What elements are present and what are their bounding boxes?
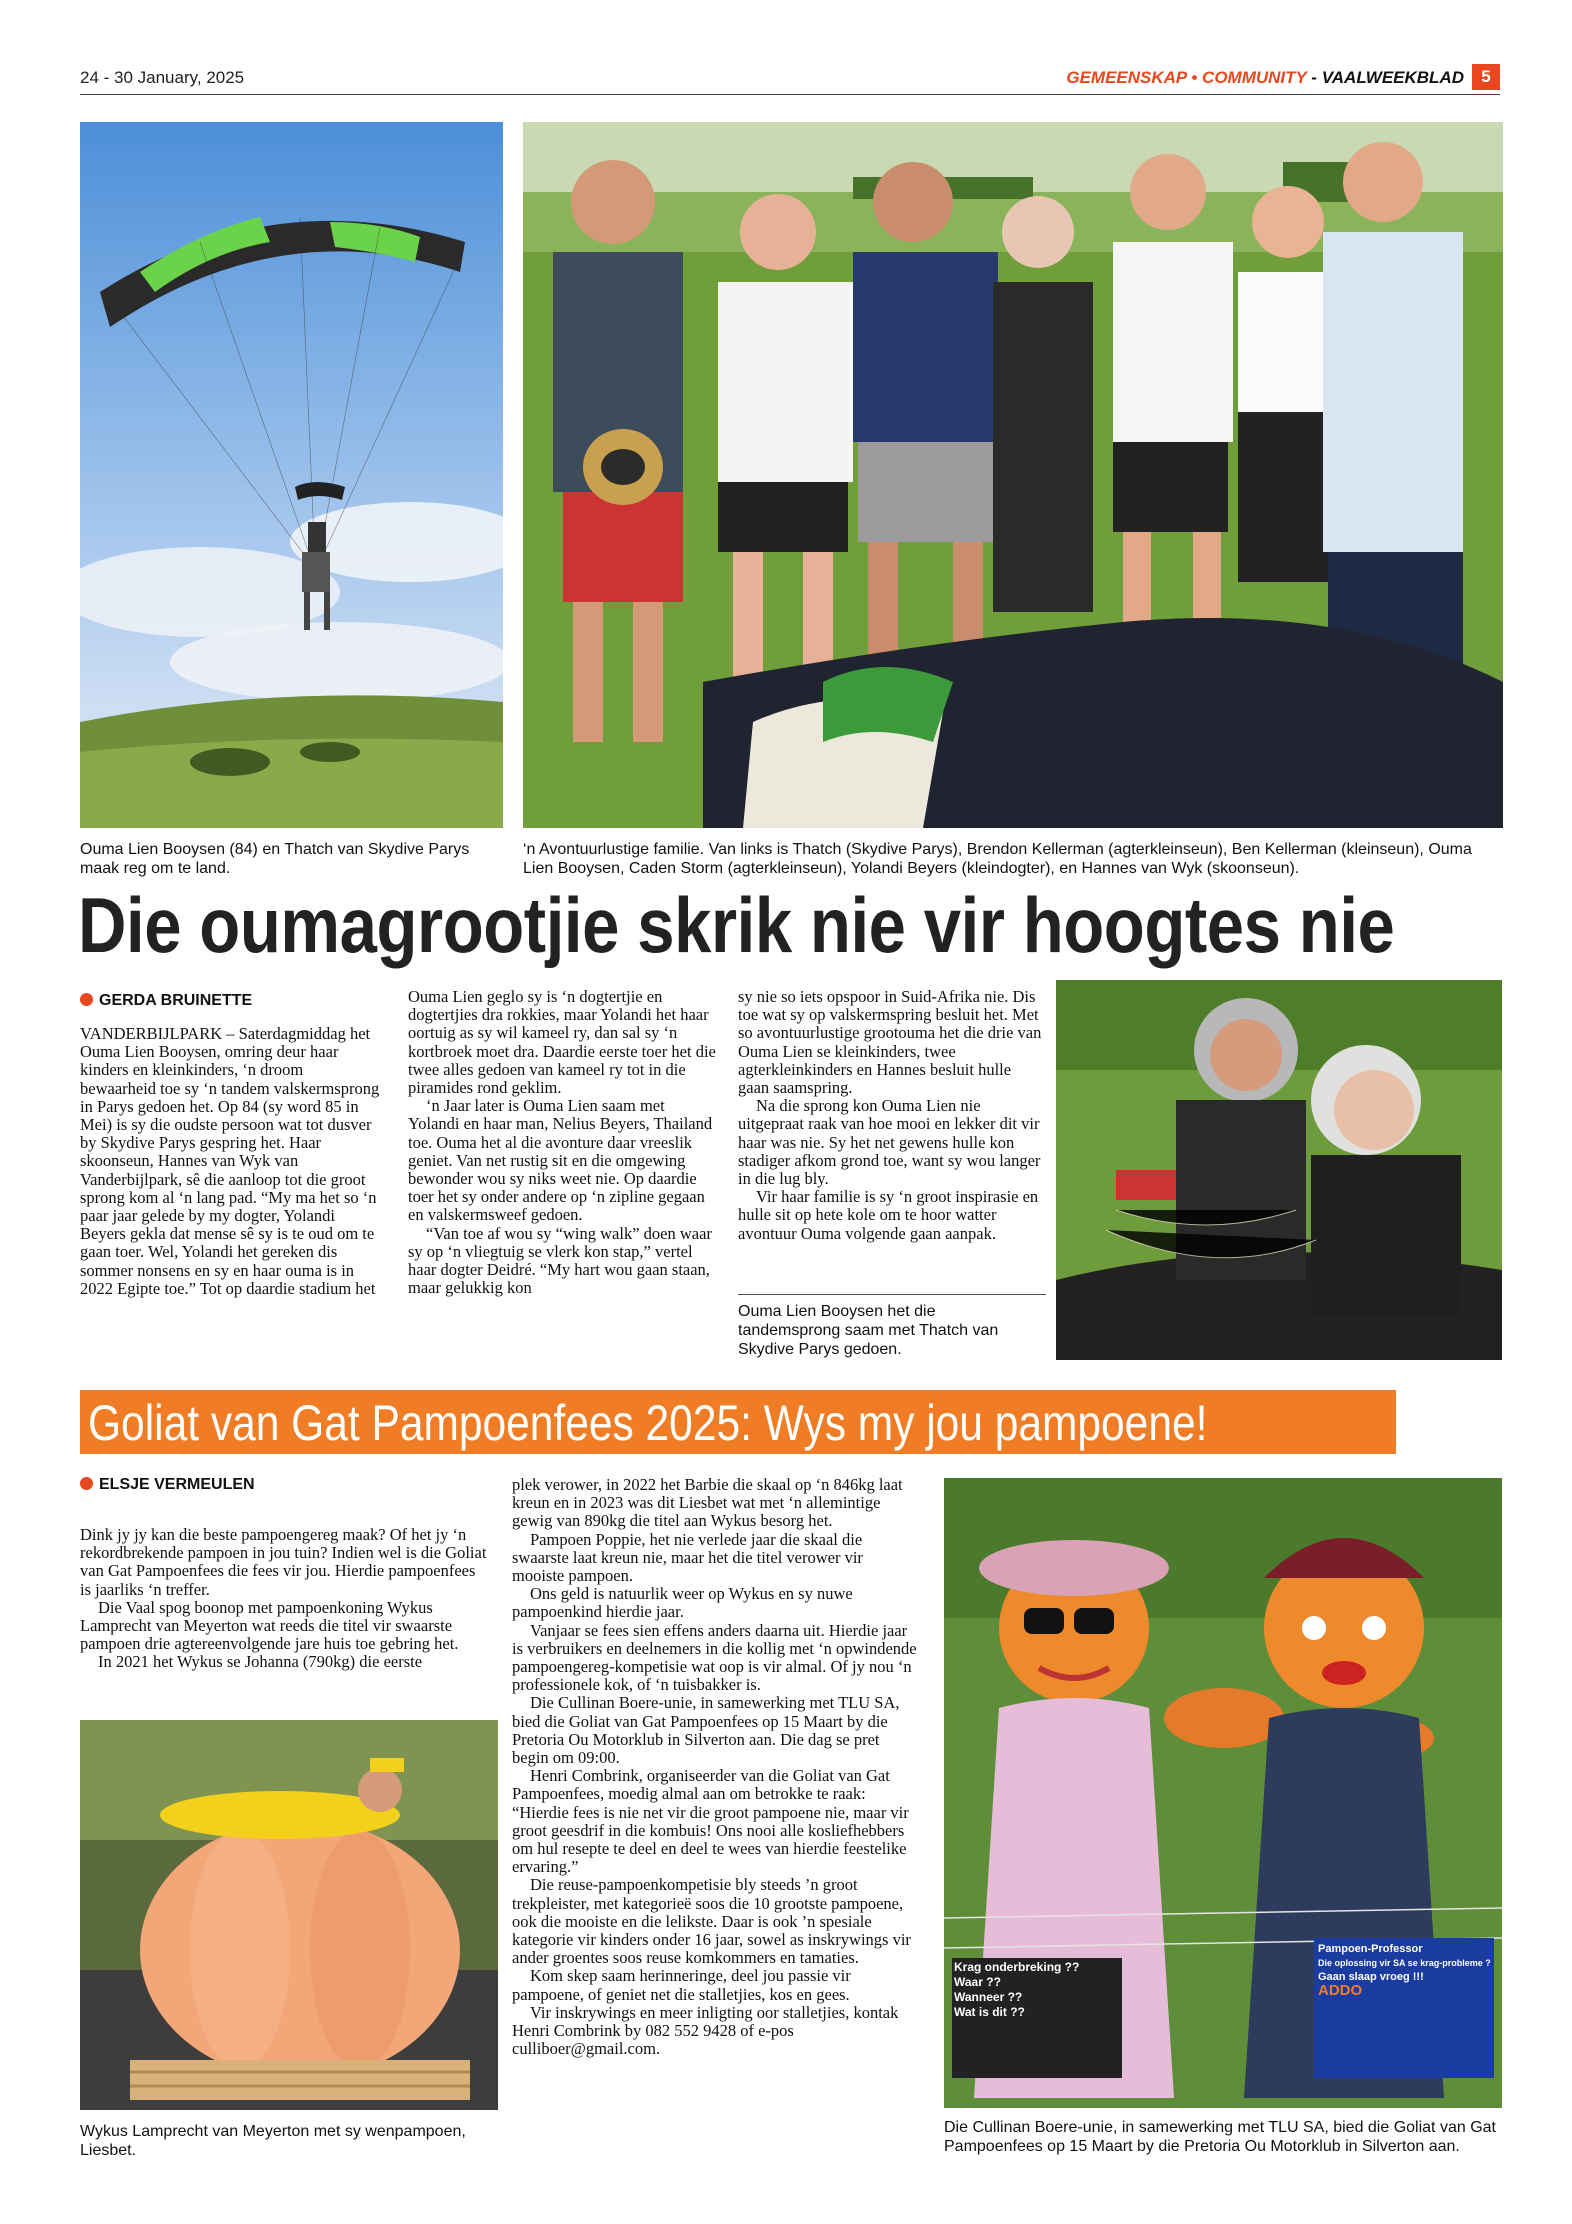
publication-name: VAALWEEKBLAD (1321, 68, 1464, 87)
author-name: ELSJE VERMEULEN (99, 1476, 255, 1493)
giant-pumpkin-photo (80, 1720, 498, 2110)
author-name: GERDA BRUINETTE (99, 992, 253, 1009)
sign-line: Gaan slaap vroeg !!! (1318, 1971, 1424, 1983)
sign-line: Waar ?? (954, 1975, 1001, 1989)
skydive-landing-photo (80, 122, 503, 828)
byline (80, 1476, 255, 1494)
photo-caption: Wykus Lamprecht van Meyerton met sy wenpampoen, Liesbet. (80, 2123, 466, 2159)
section-afrikaans: GEMEENSKAP (1066, 68, 1187, 87)
caption-rule (738, 1294, 1046, 1295)
photo-caption: Die Cullinan Boere-unie, in samewerking met TLU SA, bied die Goliat van Gat Pampoenfees op 15 Maart by die Pretoria Ou Motorklub in Silverton aan. (944, 2119, 1496, 2155)
sign-line: Pampoen-Professor (1318, 1943, 1423, 1955)
paragraph: Dink jy jy kan die beste pampoengereg maak? Of het jy ‘n rekordbrekende pampoen in jou tuin? Indien wel is die Goliat van Gat Pampoenfees die fees vir jou. Hierdie pampoenfees is jaarliks ‘n treffer. (80, 1525, 487, 1599)
photo-caption: ‘n Avontuurlustige familie. Van links is Thatch (Skydive Parys), Brendon Kellerman (agterkleinseun), Ben Kellerman (kleinseun), Ouma Lien Booysen, Caden Storm (agterkleinseun), Yolandi Beyers (kleindogter), en Hannes van Wyk (skoonseun). (523, 841, 1472, 877)
paragraph: sy nie so iets opspoor in Suid-Afrika nie. Dis toe wat sy op valskermspring besluit het. Met so avontuurlustige grootouma het die drie van Ouma Lien se kleinkinders, twee agterkleinkinders en Hannes besluit hulle gaan saamspring. (738, 987, 1042, 1098)
photo-caption: Ouma Lien Booysen (84) en Thatch van Skydive Parys maak reg om te land. (80, 841, 470, 877)
article-banner (80, 1390, 1396, 1454)
paragraph: In 2021 het Wykus se Johanna (790kg) die eerste (98, 1652, 423, 1672)
article-column (738, 988, 1046, 1243)
paragraph: Henri Combrink, organiseerder van die Goliat van Gat Pampoenfees, moedig almal aan om betrokke te raak: “Hierdie fees is nie net vir die groot pampoene nie, maar vir groot geesdrif in die kombuis! Ons nooi alle kosliefhebbers om hul resepte te deel en deel te wees van hierdie feestelike ervaring.” (512, 1766, 909, 1877)
bullet-dot (80, 1477, 93, 1490)
paragraph: Die Cullinan Boere-unie, in samewerking met TLU SA, bied die Goliat van Gat Pampoenfees op 15 Maart by die Pretoria Ou Motorklub in Silverton aan. Die dag se pret begin om 09:00. (512, 1693, 900, 1768)
paragraph: Die reuse-pampoenkompetisie bly steeds ’n groot trekpleister, met kategorieë soos die 10 grootste pampoene, ook die mooiste en die lelikste. Daar is ook ’n spesiale kategorie vir kinders onder 16 jaar, sowel as inskrywings vir ander groentes soos reuse komkommers en tamaties. (512, 1875, 911, 1968)
section-title (1066, 68, 1464, 88)
article-column (80, 1526, 490, 1672)
paragraph: Kom skep saam herinneringe, deel jou passie vir pampoene, of geniet net die stalletjies, kos en gees. (512, 1966, 851, 2004)
article-column (408, 988, 718, 1297)
section-bullet: • (1191, 68, 1198, 87)
section-english: COMMUNITY (1202, 68, 1307, 87)
paragraph: plek verower, in 2022 het Barbie die skaal op ‘n 846kg laat kreun en in 2023 was dit Liesbet wat met ‘n allemintige gewig van 890kg die titel aan Wykus besorg het. (512, 1475, 903, 1531)
bullet-dot (80, 993, 93, 1006)
issue-date: 24 - 30 January, 2025 (80, 68, 245, 87)
ouma-tandem-photo (1056, 980, 1502, 1360)
paragraph: Die Vaal spog boonop met pampoenkoning Wykus Lamprecht van Meyerton wat reeds die titel vir swaarste pampoen drie agtereenvolgende jare huis toe gebring het. (80, 1597, 459, 1654)
sign-line: Wat is dit ?? (954, 2005, 1025, 2019)
article-column (80, 1025, 380, 1298)
paragraph: Ouma Lien geglo sy is ‘n dogtertjie en dogtertjies dra rokkies, maar Yolandi het haar oortuig as sy wil kameel ry, dan sal sy ‘n kortbroek moet dra. Daardie eerste toer het die twee alles gedoen van kameel ry tot in die piramides rond geklim. (408, 987, 716, 1098)
page-header (80, 64, 1500, 95)
paragraph: “Van toe af wou sy “wing walk” doen waar sy op ‘n vliegtuig se vlerk kon stap,” vertel haar dogter Deidré. “My hart wou gaan staan, maar gelukkig kon (408, 1223, 712, 1298)
sign-line: Die oplossing vir SA se krag-probleme ? (1318, 1958, 1491, 1968)
sign-pampoen-professor (1318, 1942, 1494, 1998)
article-column (512, 1476, 917, 2059)
family-group-photo (523, 122, 1503, 828)
article-headline: Die oumagrootjie skrik nie vir hoogtes nie (78, 881, 1395, 969)
paragraph: Na die sprong kon Ouma Lien nie uitgepraat raak van hoe mooi en lekker dit vir haar was nie. Sy het net gewens hulle kon stadiger afkom grond toe, want sy wou langer in die lug bly. (738, 1096, 1041, 1189)
paragraph: VANDERBIJLPARK – Saterdagmiddag het Ouma Lien Booysen, omring deur haar kinders en kleinkinders, ‘n droom bewaarheid toe sy ‘n tandem valskermsprong in Parys gedoen het. Op 84 (sy word 85 in Mei) is sy die oudste persoon wat tot dusver by Skydive Parys gespring het. Haar skoonseun, Hannes van Wyk van Vanderbijlpark, sê die aanloop tot die groot sprong kom al ‘n lang pad. “My ma het so ‘n paar jaar gelede by my dogter, Yolandi Beyers gekla dat mense sê sy is te oud om te gaan toer. Wel, Yolandi het gereken dis sommer nonsens en sy en haar ouma is in 2022 Egipte toe.” Tot op daardie stadium het (80, 1024, 380, 1298)
sign-line: Krag onderbreking ?? (954, 1960, 1080, 1974)
paragraph: Vir inskrywings en meer inligting oor stalletjies, kontak Henri Combrink by 082 552 9428 of e-pos culliboer@gmail.com. (512, 2002, 899, 2059)
page-number: 5 (1472, 64, 1500, 90)
sign-line: ADDO (1318, 1982, 1363, 1999)
paragraph: Ons geld is natuurlik weer op Wykus en sy nuwe pampoenkind hierdie jaar. (512, 1584, 853, 1622)
paragraph: Vanjaar se fees sien effens anders daarna uit. Hierdie jaar is verbruikers en deelnemers in die kollig met ‘n opwindende pampoengereg-kompetisie wat oop is vir almal. Of jy nou ‘n professionele kok, of ‘n tuisbakker is. (512, 1620, 917, 1695)
byline (80, 992, 252, 1010)
section-dash: - (1311, 68, 1317, 87)
sign-line: Wanneer ?? (954, 1990, 1023, 2004)
photo-caption: Ouma Lien Booysen het die tandemsprong saam met Thatch van Skydive Parys gedoen. (738, 1303, 999, 1358)
paragraph: ‘n Jaar later is Ouma Lien saam met Yolandi en haar man, Nelius Beyers, Thailand toe. Ouma het al die avonture daar vreeslik geniet. Van net rustig sit en die omgewing bewonder wou sy niks weet nie. Op daardie toer het sy onder andere op ‘n zipline gegaan en valskermsweef gedoen. (408, 1096, 713, 1225)
paragraph: Vir haar familie is sy ‘n groot inspirasie en hulle sit op hete kole om te hoor watter avontuur Ouma volgende gaan aanpak. (738, 1187, 1039, 1243)
article-headline: Goliat van Gat Pampoenfees 2025: Wys my jou pampoene! (88, 1395, 1208, 1451)
paragraph: Pampoen Poppie, het nie verlede jaar die skaal die swaarste laat kreun nie, maar het die titel verower vir mooiste pampoen. (512, 1529, 863, 1586)
sign-krag-onderbreking (954, 1960, 1104, 2020)
